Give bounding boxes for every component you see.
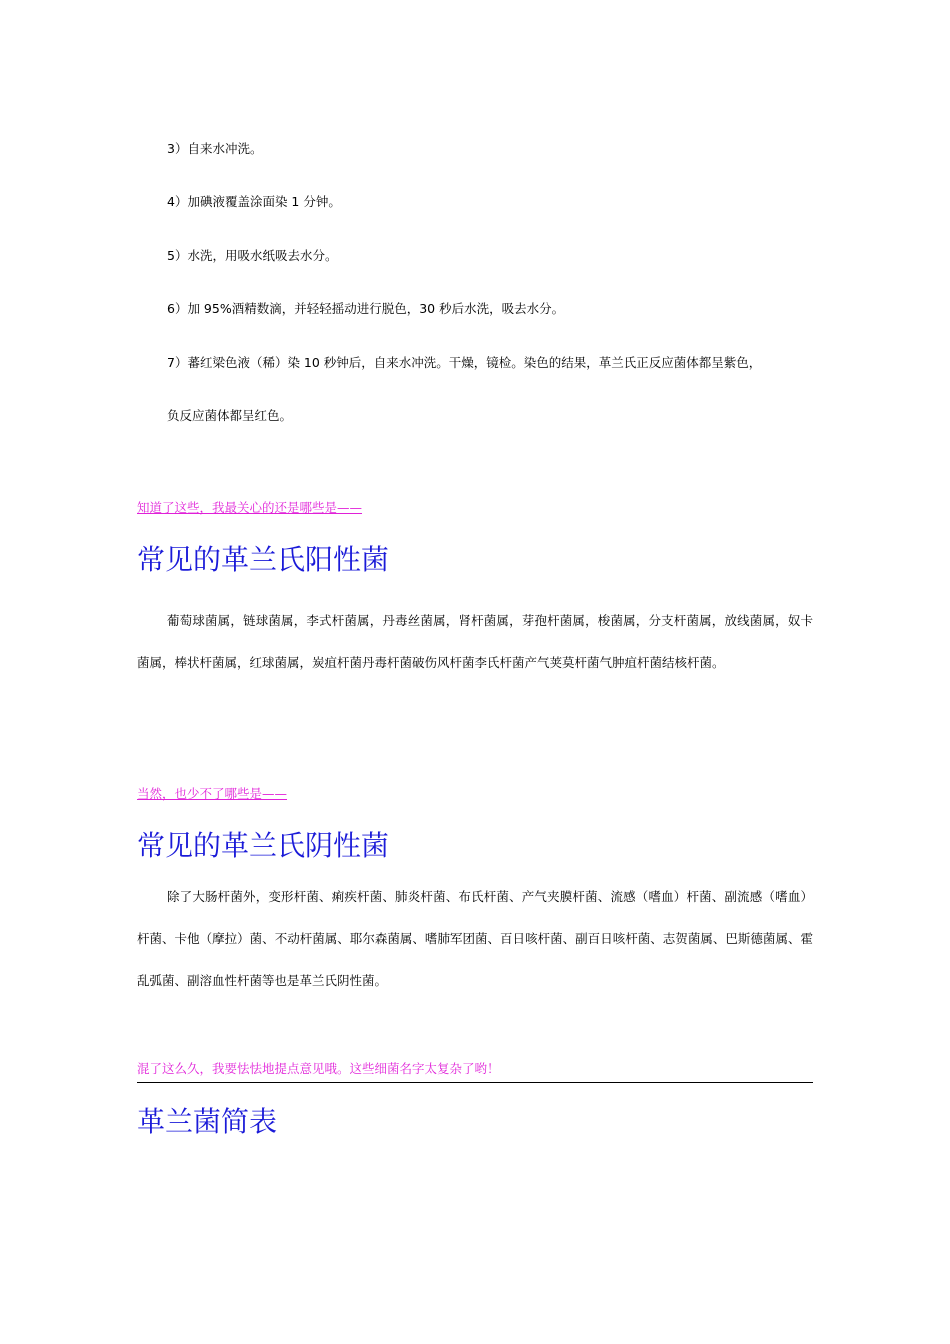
heading-gram-positive: 常见的革兰氏阳性菌 (137, 543, 390, 576)
step-6: 6）加 95%酒精数滴，并轻轻摇动进行脱色，30 秒后水洗，吸去水分。 (167, 301, 565, 316)
heading-gram-negative: 常见的革兰氏阴性菌 (137, 829, 390, 862)
section-note-gram-positive: 知道了这些，我最关心的还是哪些是—— (137, 500, 363, 515)
step-3: 3）自来水冲洗。 (167, 141, 263, 156)
paragraph-gram-positive: 葡萄球菌属，链球菌属，李式杆菌属，丹毒丝菌属，肾杆菌属，芽孢杆菌属，梭菌属，分支杆菌属，放线菌属，奴卡菌属，棒状杆菌属，红球菌属，炭疽杆菌丹毒杆菌破伤风杆菌李氏杆菌产气荚莫杆菌气肿疽杆菌结核杆菌。 (137, 613, 813, 670)
step-7: 7）蕃红梁色液（稀）染 10 秒钟后，自来水冲洗。干燥，镜检。染色的结果，革兰氏正反应菌体都呈紫色， (167, 355, 762, 370)
divider-line (137, 1082, 813, 1083)
section-note-gram-negative: 当然，也少不了哪些是—— (137, 786, 288, 801)
step-5: 5）水洗，用吸水纸吸去水分。 (167, 248, 338, 263)
paragraph-gram-negative: 除了大肠杆菌外，变形杆菌、痢疾杆菌、肺炎杆菌、布氏杆菌、产气夹膜杆菌、流感（嗜血）杆菌、副流感（嗜血）杆菌、卡他（摩拉）菌、不动杆菌属、耶尔森菌属、嗜肺军团菌、百日咳杆菌、副百日咳杆菌、志贺菌属、巴斯德菌属、霍乱弧菌、副溶血性杆菌等也是革兰氏阴性菌。 (137, 889, 813, 988)
step-4: 4）加碘液覆盖涂面染 1 分钟。 (167, 194, 341, 209)
section-note-table: 混了这么久，我要怯怯地提点意见哦。这些细菌名字太复杂了哟！ (137, 1061, 500, 1076)
step-7-continued: 负反应菌体都呈红色。 (167, 408, 293, 423)
heading-gram-table: 革兰菌简表 (137, 1105, 278, 1138)
